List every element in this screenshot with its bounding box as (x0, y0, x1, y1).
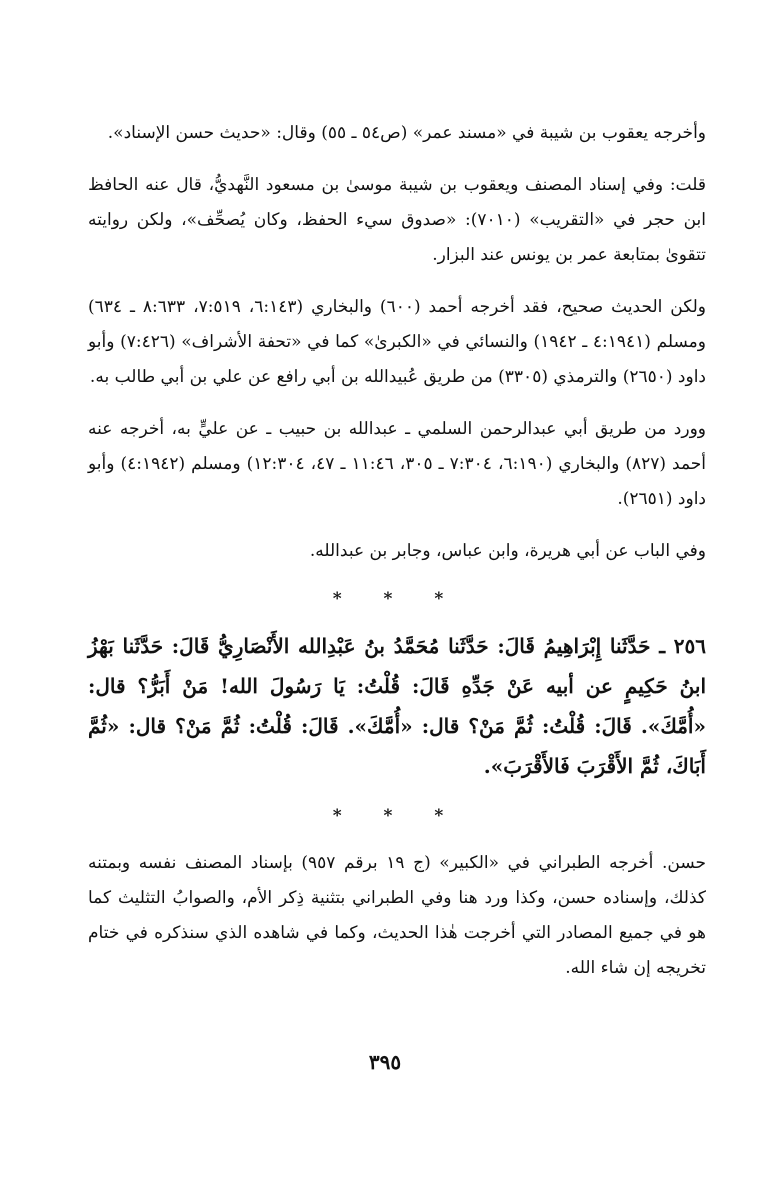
paragraph-1: وأخرجه يعقوب بن شيبة في «مسند عمر» (ص٥٤ ـ ٥٥) وقال: «حديث حسن الإسناد». (107, 123, 706, 143)
spacer (88, 826, 706, 846)
page-number: ٣٩٥ (368, 1050, 402, 1074)
hadith-text: ٢٥٦ ـ حَدَّثَنا إِبْرَاهِيمُ قَالَ: حَدَّثَنا مُحَمَّدُ بنُ عَبْدِالله الأَنْصَارِيُّ قَالَ: حَدَّثَنا بَهْزُ ابنُ حَكِيمٍ عن أبيه عَنْ جَدِّهِ قَالَ: قُلْتُ: يَا رَسُولَ الله! مَنْ أَبَرُّ؟ قال: «أُمَّكَ». قَالَ: قُلْتُ: ثُمَّ مَنْ؟ قال: «أُمَّكَ». قَالَ: قُلْتُ: ثُمَّ مَنْ؟ قال: «ثُمَّ أَبَاكَ، ثُمَّ الأَقْرَبَ فَالأَقْرَبَ». (88, 634, 706, 778)
paragraph-3: ولكن الحديث صحيح، فقد أخرجه أحمد (٦٠٠) والبخاري (٦:١٤٣، ٧:٥١٩، ٨:٦٣٣ ـ ٦٣٤) ومسلم (٤:١٩٤١ ـ ١٩٤٢) والنسائي في «الكبرىٰ» كما في «تحفة الأشراف» (٧:٤٢٦) وأبو داود (٢٦٥٠) والترمذي (٣٣٠٥) من طريق عُبيدالله بن أبي رافع عن علي بن أبي طالب به. (88, 297, 707, 387)
spacer (88, 273, 706, 290)
spacer (88, 609, 706, 626)
section-separator-top: * * * (332, 589, 462, 609)
paragraph-2: قلت: وفي إسناد المصنف ويعقوب بن شيبة موسىٰ بن مسعود النَّهديُّ، قال عنه الحافظ ابن حجر في «التقريب» (٧٠١٠): «صدوق سيء الحفظ، وكان يُصحِّف»، ولكن روايته تتقوىٰ بمتابعة عمر بن يونس عند البزار. (88, 175, 706, 265)
spacer (88, 517, 706, 534)
section-separator-bottom: * * * (332, 806, 462, 826)
commentary-paragraph: حسن. أخرجه الطبراني في «الكبير» (ج ١٩ برقم ٩٥٧) بإسناد المصنف نفسه وبمتنه كذلك، وإسناده حسن، وكذا ورد هنا وفي الطبراني بتثنية ذِكر الأم، والصوابُ التثليث كما هو في جميع المصادر التي أخرجت هٰذا الحديث، وكما في شاهده الذي سنذكره في ختام تخريجه إن شاء الله. (88, 853, 706, 978)
spacer (88, 151, 706, 168)
spacer (88, 786, 706, 806)
spacer (88, 395, 706, 412)
paragraph-4: وورد من طريق أبي عبدالرحمن السلمي ـ عبدالله بن حبيب ـ عن عليٍّ به، أخرجه عنه أحمد (٨٢٧) والبخاري (٦:١٩٠، ٧:٣٠٤ ـ ٣٠٥، ١١:٤٦ ـ ٤٧، ١٢:٣٠٤) ومسلم (٤:١٩٤٢) وأبو داود (٢٦٥١). (88, 419, 707, 509)
paragraph-5: وفي الباب عن أبي هريرة، وابن عباس، وجابر بن عبدالله. (309, 541, 706, 561)
spacer (88, 569, 706, 589)
page-body (88, 116, 706, 986)
